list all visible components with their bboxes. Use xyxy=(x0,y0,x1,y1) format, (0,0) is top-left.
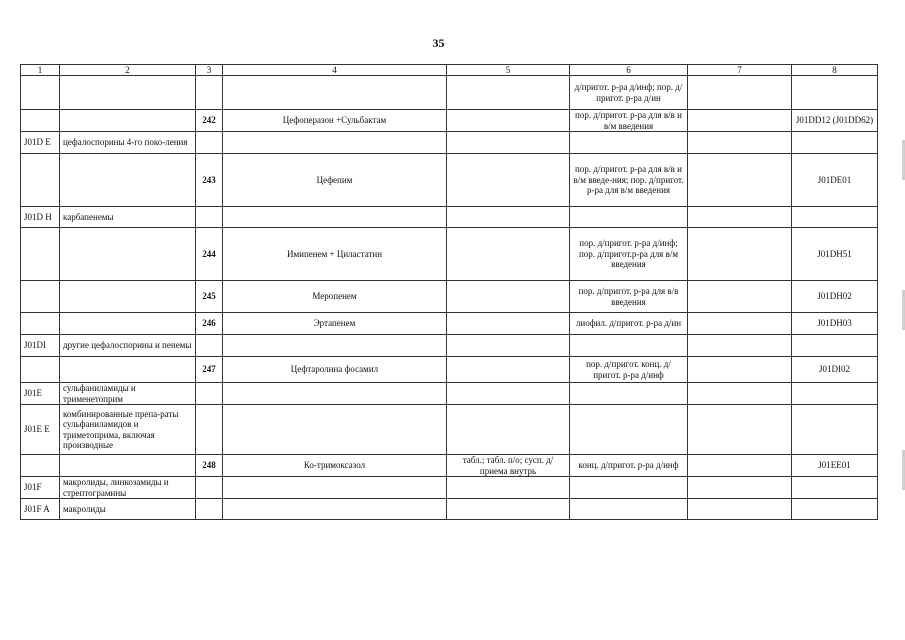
table-row xyxy=(21,207,878,228)
dosage-form-cell xyxy=(447,313,570,335)
code-cell xyxy=(792,207,878,228)
dosage-form-cell: пор. д/пригот. р-ра для в/в введения xyxy=(570,281,688,313)
dosage-form-cell xyxy=(570,477,688,499)
drug-name-cell: Имипенем + Циластатин xyxy=(223,228,447,281)
item-number-cell: 248 xyxy=(196,455,223,477)
table-row xyxy=(21,335,878,357)
table-row xyxy=(21,110,878,132)
drug-name-cell xyxy=(223,207,447,228)
dosage-form-cell xyxy=(447,281,570,313)
item-number-cell xyxy=(196,132,223,154)
code-cell: J01DH03 xyxy=(792,313,878,335)
item-number-cell: 245 xyxy=(196,281,223,313)
atc-code-cell: J01E E xyxy=(21,405,60,455)
dosage-form-cell: табл.; табл. п/о; сусп. д/приема внутрь xyxy=(447,455,570,477)
code-cell xyxy=(792,477,878,499)
group-name-cell: макролиды, линкозамиды и стрептограмины xyxy=(60,477,196,499)
drug-name-cell xyxy=(223,335,447,357)
table-row xyxy=(21,76,878,110)
atc-code-cell: J01D E xyxy=(21,132,60,154)
group-name-cell: макролиды xyxy=(60,499,196,520)
table-row xyxy=(21,132,878,154)
drug-name-cell xyxy=(223,405,447,455)
code-cell: J01EE01 xyxy=(792,455,878,477)
atc-code-cell xyxy=(21,76,60,110)
dosage-form-cell xyxy=(447,76,570,110)
note-cell xyxy=(688,499,792,520)
item-number-cell xyxy=(196,405,223,455)
dosage-form-cell xyxy=(570,335,688,357)
dosage-form-cell xyxy=(570,405,688,455)
code-cell xyxy=(792,383,878,405)
group-name-cell: цефалоспорины 4-го поко-ления xyxy=(60,132,196,154)
note-cell xyxy=(688,335,792,357)
group-name-cell xyxy=(60,455,196,477)
atc-code-cell xyxy=(21,281,60,313)
dosage-form-cell xyxy=(447,207,570,228)
table-row xyxy=(21,357,878,383)
dosage-form-cell xyxy=(447,477,570,499)
code-cell xyxy=(792,499,878,520)
atc-code-cell: J01F xyxy=(21,477,60,499)
note-cell xyxy=(688,455,792,477)
group-name-cell xyxy=(60,154,196,207)
dosage-form-cell xyxy=(447,228,570,281)
atc-code-cell xyxy=(21,313,60,335)
drug-name-cell: Цефоперазон +Сульбактам xyxy=(223,110,447,132)
column-header-8: 8 xyxy=(792,65,878,76)
column-header-2: 2 xyxy=(60,65,196,76)
atc-code-cell: J01D H xyxy=(21,207,60,228)
item-number-cell xyxy=(196,499,223,520)
code-cell xyxy=(792,76,878,110)
column-header-4: 4 xyxy=(223,65,447,76)
group-name-cell: комбинированные препа-раты сульфаниламидов и триметоприма, включая производные xyxy=(60,405,196,455)
table-row xyxy=(21,154,878,207)
item-number-cell: 244 xyxy=(196,228,223,281)
dosage-form-cell xyxy=(447,405,570,455)
drug-name-cell xyxy=(223,477,447,499)
note-cell xyxy=(688,405,792,455)
note-cell xyxy=(688,154,792,207)
atc-code-cell: J01F A xyxy=(21,499,60,520)
dosage-form-cell: пор. д/пригот. р-ра д/инф; пор. д/пригот.р-ра для в/м введения xyxy=(570,228,688,281)
drug-name-cell xyxy=(223,132,447,154)
page-number: 35 xyxy=(432,36,445,50)
drug-registry-table xyxy=(20,64,878,520)
dosage-form-cell xyxy=(447,132,570,154)
dosage-form-cell xyxy=(447,110,570,132)
group-name-cell: другие цефалоспорины и пенемы xyxy=(60,335,196,357)
note-cell xyxy=(688,132,792,154)
table-row xyxy=(21,281,878,313)
note-cell xyxy=(688,383,792,405)
drug-name-cell: Ко-тримоксазол xyxy=(223,455,447,477)
drug-name-cell xyxy=(223,383,447,405)
group-name-cell xyxy=(60,110,196,132)
dosage-form-cell: д/пригот. р-ра д/инф; пор. д/пригот. р-ра д/ин xyxy=(570,76,688,110)
item-number-cell xyxy=(196,335,223,357)
table-row xyxy=(21,499,878,520)
dosage-form-cell xyxy=(447,357,570,383)
item-number-cell xyxy=(196,76,223,110)
table-row xyxy=(21,477,878,499)
note-cell xyxy=(688,281,792,313)
group-name-cell: сульфаниламиды и трименетоприм xyxy=(60,383,196,405)
code-cell: J01DE01 xyxy=(792,154,878,207)
drug-name-cell xyxy=(223,76,447,110)
dosage-form-cell xyxy=(570,207,688,228)
dosage-form-cell xyxy=(570,499,688,520)
group-name-cell: карбапенемы xyxy=(60,207,196,228)
atc-code-cell xyxy=(21,154,60,207)
atc-code-cell xyxy=(21,110,60,132)
note-cell xyxy=(688,477,792,499)
code-cell: J01DH51 xyxy=(792,228,878,281)
code-cell xyxy=(792,132,878,154)
atc-code-cell: J01DI xyxy=(21,335,60,357)
code-cell: J01DH02 xyxy=(792,281,878,313)
note-cell xyxy=(688,110,792,132)
dosage-form-cell xyxy=(447,154,570,207)
table-row xyxy=(21,455,878,477)
dosage-form-cell xyxy=(447,499,570,520)
dosage-form-cell: конц. д/пригот. р-ра д/инф xyxy=(570,455,688,477)
header-row xyxy=(21,65,878,76)
item-number-cell: 242 xyxy=(196,110,223,132)
dosage-form-cell xyxy=(447,335,570,357)
dosage-form-cell xyxy=(447,383,570,405)
drug-name-cell: Меропенем xyxy=(223,281,447,313)
drug-name-cell xyxy=(223,499,447,520)
column-header-3: 3 xyxy=(196,65,223,76)
atc-code-cell xyxy=(21,228,60,281)
code-cell: J01DD12 (J01DD62) xyxy=(792,110,878,132)
table-row xyxy=(21,228,878,281)
column-header-7: 7 xyxy=(688,65,792,76)
item-number-cell xyxy=(196,477,223,499)
atc-code-cell xyxy=(21,455,60,477)
item-number-cell xyxy=(196,207,223,228)
drug-name-cell: Цефепим xyxy=(223,154,447,207)
atc-code-cell: J01E xyxy=(21,383,60,405)
drug-name-cell: Цефтаролина фосамил xyxy=(223,357,447,383)
column-header-5: 5 xyxy=(447,65,570,76)
dosage-form-cell: пор. д/пригот. р-ра для в/в и в/м введе-ния; пор. д/пригот. р-ра для в/м введения xyxy=(570,154,688,207)
table-row xyxy=(21,313,878,335)
group-name-cell xyxy=(60,76,196,110)
drug-name-cell: Эртапенем xyxy=(223,313,447,335)
table-row xyxy=(21,383,878,405)
dosage-form-cell xyxy=(570,132,688,154)
column-header-1: 1 xyxy=(21,65,60,76)
note-cell xyxy=(688,207,792,228)
code-cell xyxy=(792,335,878,357)
code-cell xyxy=(792,405,878,455)
item-number-cell: 247 xyxy=(196,357,223,383)
note-cell xyxy=(688,313,792,335)
item-number-cell: 246 xyxy=(196,313,223,335)
dosage-form-cell: пор. д/пригот. р-ра для в/в и в/м введения xyxy=(570,110,688,132)
group-name-cell xyxy=(60,313,196,335)
dosage-form-cell: лиофил. д/пригот. р-ра д/ин xyxy=(570,313,688,335)
column-header-6: 6 xyxy=(570,65,688,76)
group-name-cell xyxy=(60,281,196,313)
dosage-form-cell: пор. д/пригот. конц. д/пригот. р-ра д/инф xyxy=(570,357,688,383)
dosage-form-cell xyxy=(570,383,688,405)
note-cell xyxy=(688,76,792,110)
note-cell xyxy=(688,357,792,383)
item-number-cell: 243 xyxy=(196,154,223,207)
atc-code-cell xyxy=(21,357,60,383)
group-name-cell xyxy=(60,357,196,383)
note-cell xyxy=(688,228,792,281)
code-cell: J01DI02 xyxy=(792,357,878,383)
table-row xyxy=(21,405,878,455)
group-name-cell xyxy=(60,228,196,281)
item-number-cell xyxy=(196,383,223,405)
